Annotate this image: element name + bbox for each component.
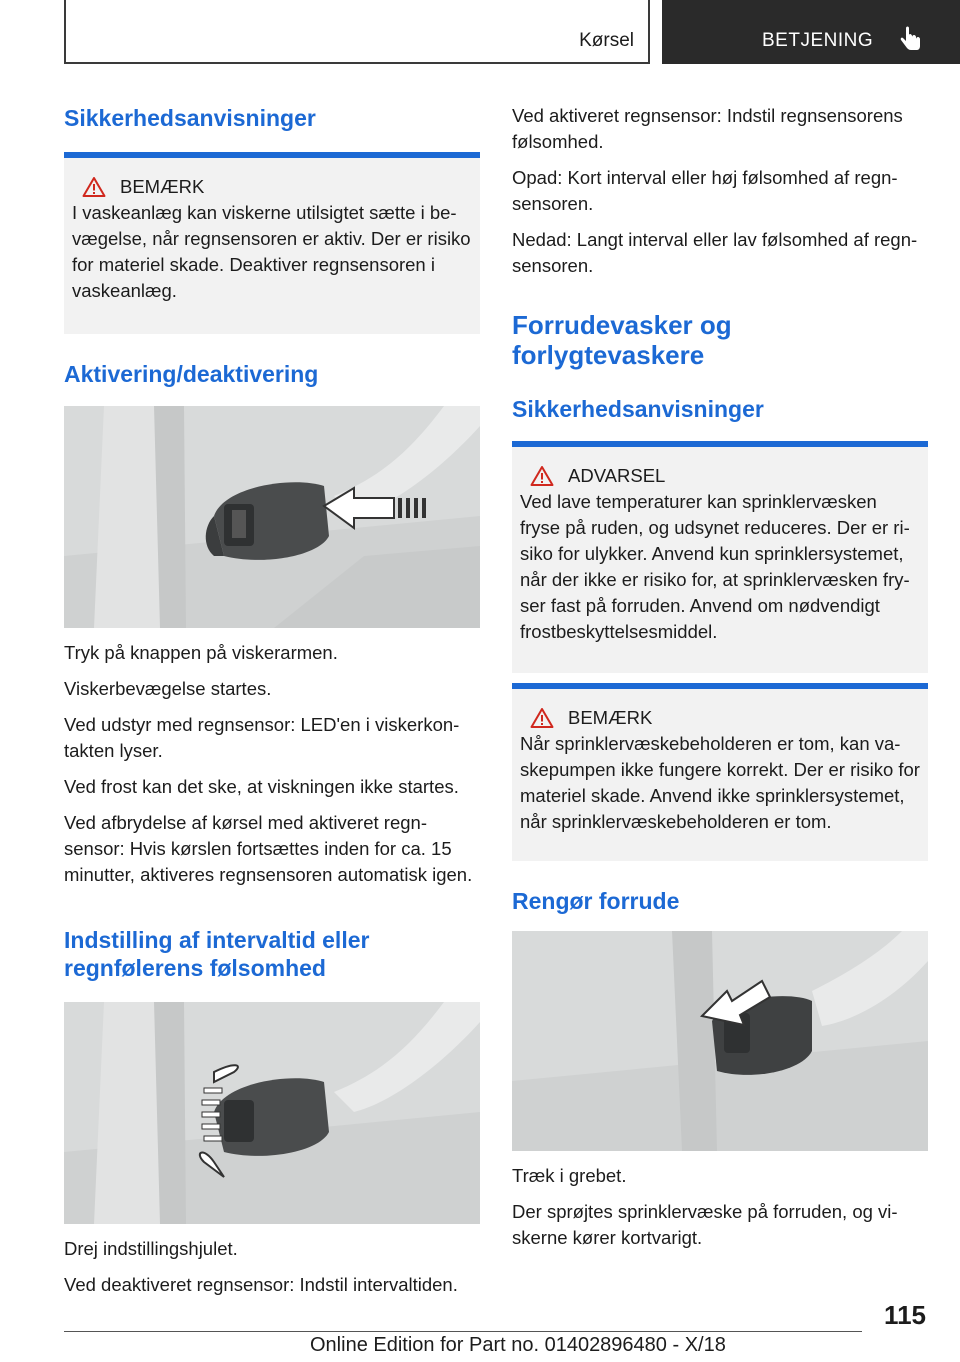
heading-activation: Aktivering/deaktivering: [64, 361, 319, 388]
notice-title: BEMÆRK: [568, 706, 653, 728]
notice-box-warning: [512, 441, 928, 673]
paragraph: Viskerbevægelse startes.: [64, 678, 272, 700]
header-chapter-tab: [662, 0, 960, 64]
footer-divider: [64, 1331, 862, 1332]
heading-clean: Rengør forrude: [512, 887, 680, 914]
wiper-button-image: [64, 406, 480, 628]
paragraph: Ved deaktiveret regnsensor: Indstil intervaltiden.: [64, 1274, 458, 1296]
notice-title: BEMÆRK: [120, 176, 205, 198]
paragraph: Ved aktiveret regnsensor: Indstil regnsensorens følsomhed.: [512, 105, 903, 152]
paragraph: Ved afbrydelse af kørsel med aktiveret regnsensor: Hvis kørslen fortsættes inden for ca. 15 minutter, aktiveres regnsensoren automatisk igen.: [64, 812, 473, 886]
header-section-label: Kørsel: [579, 30, 634, 51]
right-column: [512, 103, 928, 1261]
hand-pointer-icon: [898, 26, 924, 54]
paragraph: Træk i grebet.: [512, 1164, 627, 1186]
heading-safety: Sikkerhedsanvisninger: [64, 105, 316, 131]
notice-box-note: [512, 683, 928, 861]
paragraph: Tryk på knappen på viskerarmen.: [64, 642, 338, 664]
warning-triangle-icon: [530, 465, 554, 487]
notice-text: Ved lave temperaturer kan sprinklervæsken fryse på ruden, og udsynet reduceres. Der er risiko for ulykker. Anvend kun sprinklersystemet, når der ikke er risiko for, at sprinklervæsken fryser fast på forruden. Anvend om nødvendigt frostbeskyttelsesmiddel.: [520, 490, 910, 642]
paragraph: Nedad: Langt interval eller lav følsomhed af regnsensoren.: [512, 229, 918, 276]
heading-safety-2: Sikkerhedsanvisninger: [512, 395, 764, 422]
adjustment-wheel-image: [64, 1002, 480, 1224]
left-column: [64, 104, 480, 1308]
paragraph: Drej indstillingshjulet.: [64, 1238, 238, 1260]
paragraph: Der sprøjtes sprinklervæske på forruden, og viskerne kører kortvarigt.: [512, 1200, 898, 1248]
heading-washer: Forrudevasker og forlygtevaskere: [512, 310, 732, 370]
header-section-tab: [64, 0, 650, 64]
notice-text: I vaskeanlæg kan viskerne utilsigtet sætte i bevægelse, når regnsensoren er aktiv. Der er risiko for materiel skade. Deaktiver regnsensoren i vaskeanlæg.: [72, 202, 471, 302]
wiper-lever-pull-image: [512, 931, 928, 1151]
notice-title: ADVARSEL: [568, 464, 666, 486]
page-number: 115: [884, 1300, 926, 1330]
paragraph: Ved udstyr med regnsensor: LED'en i viskerkontakten lyser.: [64, 714, 460, 762]
warning-triangle-icon: [530, 707, 554, 729]
paragraph: Ved frost kan det ske, at viskningen ikke startes.: [64, 776, 459, 798]
warning-triangle-icon: [82, 176, 106, 198]
paragraph: Opad: Kort interval eller høj følsomhed af regnsensoren.: [512, 167, 898, 214]
edition-text: Online Edition for Part no. 01402896480 - X/18: [310, 1334, 726, 1356]
notice-text: Når sprinklervæskebeholderen er tom, kan vaskepumpen ikke fungere korrekt. Der er risiko for materiel skade. Anvend ikke sprinklersystemet, når sprinklervæskebeholderen er tom.: [520, 732, 920, 832]
header-chapter-label: BETJENING: [762, 30, 874, 51]
notice-box-note: [64, 152, 480, 334]
heading-interval: Indstilling af intervaltid eller regnfølerens følsomhed: [64, 927, 370, 982]
